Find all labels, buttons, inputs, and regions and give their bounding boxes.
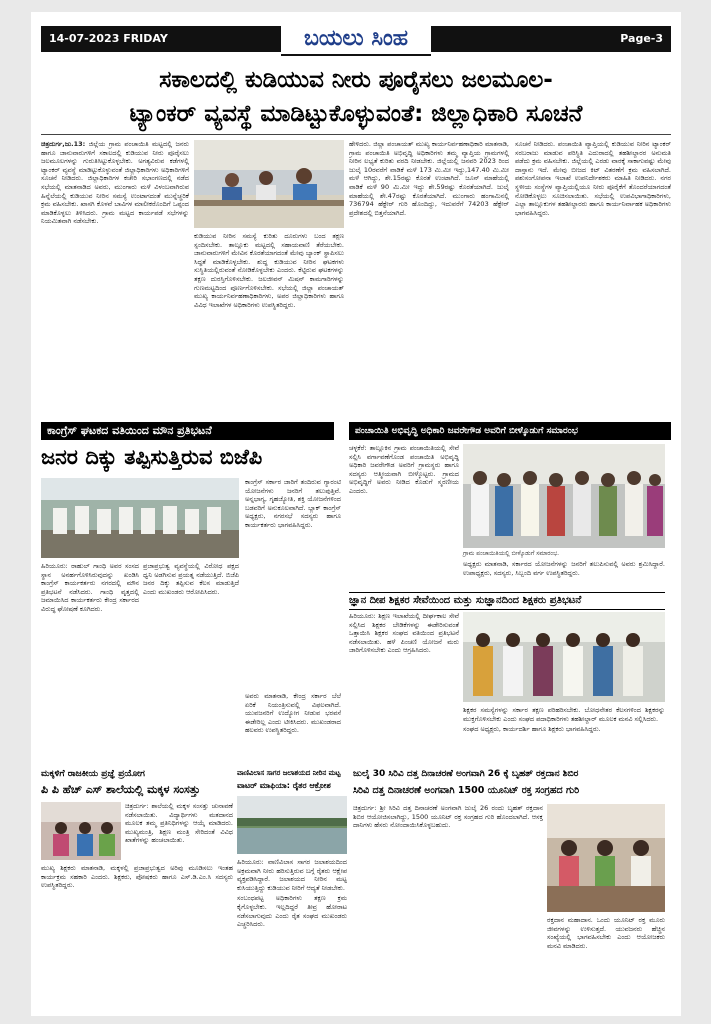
- felicitation-caption: ಗ್ರಾಮ ಪಂಚಾಯಿತಿಯಲ್ಲಿ ಬೀಳ್ಕೊಡುಗೆ ಸಮಾರಂಭ.: [463, 550, 560, 557]
- school-col1: ಚಿತ್ರದುರ್ಗ: ಶಾಲೆಯಲ್ಲಿ ಮಕ್ಕಳ ಸಂಸತ್ತು ಚುನಾವಣೆ ನಡೆಸಲಾಯಿತು. ವಿದ್ಯಾರ್ಥಿಗಳು ಮತದಾನದ ಮೂಲಕ ತಮ್ಮ ಪ್ರತಿನಿಧಿಗಳನ್ನು ಆಯ್ಕೆ ಮಾಡಿದರು. ಮುಖ್ಯಮಂತ್ರಿ, ಶಿಕ್ಷಣ ಮಂತ್ರಿ ಸೇರಿದಂತೆ ವಿವಿಧ ಖಾತೆಗಳನ್ನು ಹಂಚಲಾಯಿತು.: [125, 802, 233, 845]
- school-headline: ಪಿ ಪಿ ಹೆಚ್ ಎಸ್ ಶಾಲೆಯಲ್ಲಿ ಮಕ್ಕಳ ಸಂಸತ್ತು: [41, 783, 201, 796]
- bjp-story-col3: ಕಾಂಗ್ರೆಸ್ ಸರ್ಕಾರ ಜಾರಿಗೆ ತಂದಿರುವ ಗ್ಯಾರಂಟಿ ಯೋಜನೆಗಳು ಜನರಿಗೆ ತಲುಪುತ್ತಿವೆ. ಅನ್ನಭಾಗ್ಯ, ಗೃಹಜ್ಯೋತಿ, ಶಕ್ತಿ ಯೋಜನೆಗಳಿಂದ ಬಡವರಿಗೆ ಅನುಕೂಲವಾಗಿದೆ. ಬ್ಲಾಕ್ ಕಾಂಗ್ರೆಸ್ ಅಧ್ಯಕ್ಷರು, ನಗರಸಭೆ ಸದಸ್ಯರು ಹಾಗೂ ಕಾರ್ಯಕರ್ತರು ಭಾಗವಹಿಸಿದ್ದರು.: [245, 478, 341, 529]
- school-photo: [41, 802, 121, 860]
- lead-headline-line1: ಸಕಾಲದಲ್ಲಿ ಕುಡಿಯುವ ನೀರು ಪೂರೈಸಲು ಜಲಮೂಲ-: [159, 67, 553, 93]
- blood-col1: ಚಿತ್ರದುರ್ಗ: ಶ್ರೀ ಸಿರಿವಿ ದತ್ತ ದಿನಾಚರಣೆ ಅಂಗವಾಗಿ ಜುಲೈ 26 ರಂದು ಬೃಹತ್ ರಕ್ತದಾನ ಶಿಬಿರ ಆಯೋಜಿಸಲಾಗಿದ್ದು, 1500 ಯೂನಿಟ್ ರಕ್ತ ಸಂಗ್ರಹದ ಗುರಿ ಹೊಂದಲಾಗಿದೆ. ಆಸಕ್ತ ದಾನಿಗಳು ಹೆಸರು ನೋಂದಾಯಿಸಿಕೊಳ್ಳಬಹುದು.: [353, 804, 543, 830]
- dam-headline: ವಾಟರ್ ಮಾಫಿಯಾ: ರೈತರ ಆಕ್ರೋಶ: [237, 781, 331, 790]
- page-number: Page-3: [620, 32, 663, 45]
- felicitation-headline: ಪಂಚಾಯಿತಿ ಅಭಿವೃದ್ಧಿ ಅಧಿಕಾರಿ ಜವರೇಗೌಡ ಅವರಿಗೆ ಬೀಳ್ಕೊಡುಗೆ ಸಮಾರಂಭ: [349, 422, 671, 440]
- bjp-story-kicker: ಕಾಂಗ್ರೆಸ್ ಘಟಕದ ವತಿಯಿಂದ ಮೌನ ಪ್ರತಿಭಟನೆ: [41, 422, 334, 440]
- felicitation-col1: ಚಳ್ಳಕೆರೆ: ತಾಲ್ಲೂಕಿನ ಗ್ರಾಮ ಪಂಚಾಯಿತಿಯಲ್ಲಿ ಸೇವೆ ಸಲ್ಲಿಸಿ ವರ್ಗಾವಣೆಗೊಂಡ ಪಂಚಾಯಿತಿ ಅಭಿವೃದ್ಧಿ ಅಧಿಕಾರಿ ಜವರೇಗೌಡ ಅವರಿಗೆ ಗ್ರಾಮಸ್ಥರು ಹಾಗೂ ಸದಸ್ಯರು ಆತ್ಮೀಯವಾಗಿ ಬೀಳ್ಕೊಟ್ಟರು. ಗ್ರಾಮದ ಅಭಿವೃದ್ಧಿಗೆ ಅವರು ನೀಡಿದ ಕೊಡುಗೆ ಸ್ಮರಣೀಯ ಎಂದರು.: [349, 444, 459, 495]
- lead-story-col1: ಚಿತ್ರದುರ್ಗ,ಜು.13: ಜಿಲ್ಲೆಯ ಗ್ರಾಮ ಪಂಚಾಯಿತಿ ಮಟ್ಟದಲ್ಲಿ ಜನರು ಹಾಗೂ ಜಾನುವಾರುಗಳಿಗೆ ಸಕಾಲದಲ್ಲಿ ಕುಡಿಯುವ ನೀರು ಪೂರೈಸಲು ಜಲಮೂಲಗಳನ್ನು ಗುರುತಿಸಿಟ್ಟುಕೊಳ್ಳಬೇಕು. ಅಗತ್ಯವಿರುವ ಕಡೆಗಳಲ್ಲಿ ಟ್ಯಾಂಕರ್ ವ್ಯವಸ್ಥೆ ಮಾಡಿಟ್ಟುಕೊಳ್ಳುವಂತೆ ಜಿಲ್ಲಾಧಿಕಾರಿಗಳು ಅಧಿಕಾರಿಗಳಿಗೆ ಸೂಚನೆ ನೀಡಿದರು. ಜಿಲ್ಲಾಧಿಕಾರಿಗಳ ಕಚೇರಿ ಸಭಾಂಗಣದಲ್ಲಿ ನಡೆದ ಸಭೆಯಲ್ಲಿ ಮಾತನಾಡಿದ ಅವರು, ಮುಂಗಾರು ಮಳೆ ವಿಳಂಬವಾಗಿರುವ ಹಿನ್ನೆಲೆಯಲ್ಲಿ ಕುಡಿಯುವ ನೀರಿನ ಸಮಸ್ಯೆ ಉಂಟಾಗದಂತೆ ಮುನ್ನೆಚ್ಚರಿಕೆ ಕ್ರಮ ವಹಿಸಬೇಕು. ಖಾಸಗಿ ಕೊಳವೆ ಬಾವಿಗಳ ಮಾಲೀಕರೊಂದಿಗೆ ಒಪ್ಪಂದ ಮಾಡಿಕೊಳ್ಳಲು ತಿಳಿಸಿದರು. ಗ್ರಾಮ ಮಟ್ಟದ ಕಾರ್ಯಪಡೆ ಸಭೆಗಳನ್ನು ನಿಯಮಿತವಾಗಿ ನಡೆಸಬೇಕು.: [41, 140, 189, 226]
- newspaper-title: ಬಯಲು ಸಿಂಹ: [281, 24, 431, 56]
- blood-headline-line2: ಸಿರಿವಿ ದತ್ತ ದಿನಾಚರಣೆ ಅಂಗವಾಗಿ 1500 ಯೂನಿಟ್ ರಕ್ತ ಸಂಗ್ರಹದ ಗುರಿ: [353, 785, 580, 796]
- school-kicker: ಮಕ್ಕಳಿಗೆ ರಾಜಕೀಯ ಪ್ರಜ್ಞೆ ಪ್ರಯೋಗ: [41, 769, 145, 779]
- blood-headline-line1: ಜುಲೈ 30 ಸಿರಿವಿ ದತ್ತ ದಿನಾಚರಣೆ ಅಂಗವಾಗಿ 26 ಕ್ಕೆ ಬೃಹತ್ ರಕ್ತದಾನ ಶಿಬಿರ: [353, 769, 579, 779]
- teacher-col1: ಹಿರಿಯೂರು: ಶಿಕ್ಷಣ ಇಲಾಖೆಯಲ್ಲಿ ದೀರ್ಘಕಾಲ ಸೇವೆ ಸಲ್ಲಿಸಿದ ಶಿಕ್ಷಕರ ಬೇಡಿಕೆಗಳನ್ನು ಈಡೇರಿಸುವಂತೆ ಒತ್ತಾಯಿಸಿ ಶಿಕ್ಷಕರ ಸಂಘದ ವತಿಯಿಂದ ಪ್ರತಿಭಟನೆ ನಡೆಸಲಾಯಿತು. ಹಳೆ ಪಿಂಚಣಿ ಯೋಜನೆ ಮರು ಜಾರಿಗೊಳಿಸಬೇಕು ಎಂದು ಆಗ್ರಹಿಸಿದರು.: [349, 612, 459, 655]
- divider: [41, 134, 671, 135]
- issue-date: 14-07-2023 FRIDAY: [49, 32, 168, 45]
- lead-story-col3: ಹೇಳಿದರು. ಜಿಲ್ಲಾ ಪಂಚಾಯತ್ ಮುಖ್ಯ ಕಾರ್ಯನಿರ್ವಹಣಾಧಿಕಾರಿ ಮಾತನಾಡಿ, ಗ್ರಾಮ ಪಂಚಾಯಿತಿ ಅಭಿವೃದ್ಧಿ ಅಧಿಕಾರಿಗಳು ತಮ್ಮ ವ್ಯಾಪ್ತಿಯ ಗ್ರಾಮಗಳಲ್ಲಿ ನೀರಿನ ಲಭ್ಯತೆ ಕುರಿತು ವರದಿ ನೀಡಬೇಕು. ಜಿಲ್ಲೆಯಲ್ಲಿ ಜನವರಿ 2023 ರಿಂದ ಜುಲೈ 10ರವರೆಗೆ ವಾಡಿಕೆ ಮಳೆ 173 ಮಿ.ಮೀ ಇದ್ದು,147.40 ಮಿ.ಮೀ ಮಳೆ ಆಗಿದ್ದು, ಶೇ.15ರಷ್ಟು ಕೊರತೆ ಉಂಟಾಗಿದೆ. ಜೂನ್ ಮಾಹೆಯಲ್ಲಿ ವಾಡಿಕೆ ಮಳೆ 90 ಮಿ.ಮೀ ಇದ್ದು ಶೇ.59ರಷ್ಟು ಕೊರತೆಯಾಗಿದೆ. ಜುಲೈ ಮಾಹೆಯಲ್ಲಿ ಶೇ.47ರಷ್ಟು ಕೊರತೆಯಾಗಿದೆ. ಮುಂಗಾರು ಹಂಗಾಮಿನಲ್ಲಿ 736794 ಹೆಕ್ಟೇರ್ ಗುರಿ ಹೊಂದಿದ್ದು, ಇದುವರೆಗೆ 74203 ಹೆಕ್ಟೇರ್ ಪ್ರದೇಶದಲ್ಲಿ ಬಿತ್ತನೆಯಾಗಿದೆ.: [349, 140, 509, 217]
- bjp-story-col4: ಅವರು ಮಾತನಾಡಿ, ಕೇಂದ್ರ ಸರ್ಕಾರ ಬೆಲೆ ಏರಿಕೆ ನಿಯಂತ್ರಿಸುವಲ್ಲಿ ವಿಫಲವಾಗಿದೆ. ಯುವಜನರಿಗೆ ಉದ್ಯೋಗ ನೀಡುವ ಭರವಸೆ ಈಡೇರಿಲ್ಲ ಎಂದು ಟೀಕಿಸಿದರು. ಮುಖಂಡರಾದ ಹಲವರು ಉಪಸ್ಥಿತರಿದ್ದರು.: [245, 692, 341, 735]
- teacher-headline: ಜ್ಞಾನ ದೀಪ ಶಿಕ್ಷಕರ ಸೇವೆಯಿಂದ ಮತ್ತು ಸುಜ್ಞಾನದಿಂದ ಶಿಕ್ಷಕರು ಪ್ರತಿಭಟನೆ: [349, 592, 665, 610]
- blood-photo: [547, 804, 665, 912]
- blood-col2: ರಕ್ತದಾನ ಮಹಾದಾನ. ಒಂದು ಯೂನಿಟ್ ರಕ್ತ ಮೂರು ಜೀವಗಳನ್ನು ಉಳಿಸುತ್ತದೆ. ಯುವಜನರು ಹೆಚ್ಚಿನ ಸಂಖ್ಯೆಯಲ್ಲಿ ಭಾಗವಹಿಸಬೇಕು ಎಂದು ಆಯೋಜಕರು ಮನವಿ ಮಾಡಿದರು.: [547, 916, 665, 950]
- bjp-story-col2: ಪ್ರಜಾಪ್ರಭುತ್ವ ವ್ಯವಸ್ಥೆಯಲ್ಲಿ ವಿರೋಧ ಪಕ್ಷದ ಧ್ವನಿ ಅಡಗಿಸುವ ಪ್ರಯತ್ನ ನಡೆಯುತ್ತಿದೆ. ಬಿಜೆಪಿ ಜನರ ದಿಕ್ಕು ತಪ್ಪಿಸುವ ಕೆಲಸ ಮಾಡುತ್ತಿದೆ ಎಂದು ಮುಖಂಡರು ಆರೋಪಿಸಿದರು.: [143, 562, 239, 596]
- lead-headline-line2: ಟ್ಯಾಂಕರ್ ವ್ಯವಸ್ಥೆ ಮಾಡಿಟ್ಟುಕೊಳ್ಳುವಂತೆ: ಜಿಲ್ಲಾಧಿಕಾರಿ ಸೂಚನೆ: [129, 101, 583, 127]
- lead-story-col2: ಕುಡಿಯುವ ನೀರಿನ ಸಮಸ್ಯೆ ಕುರಿತು ದೂರುಗಳು ಬಂದ ತಕ್ಷಣ ಸ್ಪಂದಿಸಬೇಕು. ತಾಲ್ಲೂಕು ಮಟ್ಟದಲ್ಲಿ ಸಹಾಯವಾಣಿ ತೆರೆಯಬೇಕು. ಜಾನುವಾರುಗಳಿಗೆ ಮೇವಿನ ಕೊರತೆಯಾಗದಂತೆ ಮೇವು ಬ್ಯಾಂಕ್ ಸ್ಥಾಪಿಸಲು ಸಿದ್ಧತೆ ಮಾಡಿಕೊಳ್ಳಬೇಕು. ಶುದ್ಧ ಕುಡಿಯುವ ನೀರಿನ ಘಟಕಗಳು ಸುಸ್ಥಿತಿಯಲ್ಲಿರುವಂತೆ ನೋಡಿಕೊಳ್ಳಬೇಕು ಎಂದರು. ಕೆಟ್ಟಿರುವ ಘಟಕಗಳನ್ನು ತಕ್ಷಣ ದುರಸ್ತಿಗೊಳಿಸಬೇಕು. ಜಲಜೀವನ್ ಮಿಷನ್ ಕಾಮಗಾರಿಗಳನ್ನು ಗುಣಮಟ್ಟದಿಂದ ಪೂರ್ಣಗೊಳಿಸಬೇಕು. ಸಭೆಯಲ್ಲಿ ಜಿಲ್ಲಾ ಪಂಚಾಯತ್ ಮುಖ್ಯ ಕಾರ್ಯನಿರ್ವಹಣಾಧಿಕಾರಿಗಳು, ಅಪರ ಜಿಲ್ಲಾಧಿಕಾರಿಗಳು ಹಾಗೂ ವಿವಿಧ ಇಲಾಖೆಗಳ ಅಧಿಕಾರಿಗಳು ಉಪಸ್ಥಿತರಿದ್ದರು.: [194, 232, 344, 309]
- dam-kicker: ವಾಣಿವಿಲಾಸ ಸಾಗರ ಜಲಾಶಯದ ನೀರಿನ ಮಟ್ಟ: [237, 769, 341, 777]
- newspaper-page: [31, 12, 681, 1016]
- bjp-story-headline: ಜನರ ದಿಕ್ಕು ತಪ್ಪಿಸುತ್ತಿರುವ ಬಿಜೆಪಿ: [41, 445, 263, 469]
- masthead: [41, 26, 671, 52]
- bjp-story-col1: ಹಿರಿಯೂರು: ರಾಹುಲ್ ಗಾಂಧಿ ಅವರ ಸಂಸದ ಸ್ಥಾನ ಅನರ್ಹಗೊಳಿಸಿರುವುದನ್ನು ಖಂಡಿಸಿ ಕಾಂಗ್ರೆಸ್ ಕಾರ್ಯಕರ್ತರು ನಗರದಲ್ಲಿ ಮೌನ ಪ್ರತಿಭಟನೆ ನಡೆಸಿದರು. ಗಾಂಧಿ ವೃತ್ತದಲ್ಲಿ ಜಮಾಯಿಸಿದ ಕಾರ್ಯಕರ್ತರು ಕೇಂದ್ರ ಸರ್ಕಾರದ ವಿರುದ್ಧ ಘೋಷಣೆ ಕೂಗಿದರು.: [41, 562, 139, 613]
- felicitation-col2: ಅಧ್ಯಕ್ಷರು ಮಾತನಾಡಿ, ಸರ್ಕಾರದ ಯೋಜನೆಗಳನ್ನು ಜನರಿಗೆ ತಲುಪಿಸುವಲ್ಲಿ ಅವರು ಶ್ರಮಿಸಿದ್ದಾರೆ. ಉಪಾಧ್ಯಕ್ಷರು, ಸದಸ್ಯರು, ಸಿಬ್ಬಂದಿ ವರ್ಗ ಉಪಸ್ಥಿತರಿದ್ದರು.: [463, 560, 665, 577]
- dam-col1: ಹಿರಿಯೂರು: ವಾಣಿವಿಲಾಸ ಸಾಗರ ಜಲಾಶಯದಿಂದ ಅಕ್ರಮವಾಗಿ ನೀರು ಹರಿಸುತ್ತಿರುವ ಬಗ್ಗೆ ರೈತರು ಆಕ್ಷೇಪ ವ್ಯಕ್ತಪಡಿಸಿದ್ದಾರೆ. ಜಲಾಶಯದ ನೀರಿನ ಮಟ್ಟ ಕುಸಿಯುತ್ತಿದ್ದು ಕುಡಿಯುವ ನೀರಿಗೆ ಆದ್ಯತೆ ನೀಡಬೇಕು. ಸಂಬಂಧಪಟ್ಟ ಅಧಿಕಾರಿಗಳು ತಕ್ಷಣ ಕ್ರಮ ಕೈಗೊಳ್ಳಬೇಕು. ಇಲ್ಲದಿದ್ದರೆ ತೀವ್ರ ಹೋರಾಟ ನಡೆಸಲಾಗುವುದು ಎಂದು ರೈತ ಸಂಘದ ಮುಖಂಡರು ಎಚ್ಚರಿಸಿದರು.: [237, 858, 347, 929]
- teacher-photo: [463, 612, 665, 702]
- felicitation-photo: [463, 444, 665, 548]
- teacher-col2: ಶಿಕ್ಷಕರ ಸಮಸ್ಯೆಗಳನ್ನು ಸರ್ಕಾರ ತಕ್ಷಣ ಪರಿಹರಿಸಬೇಕು. ಬೋಧನೇತರ ಕೆಲಸಗಳಿಂದ ಶಿಕ್ಷಕರನ್ನು ಮುಕ್ತಗೊಳಿಸಬೇಕು ಎಂದು ಸಂಘದ ಪದಾಧಿಕಾರಿಗಳು ತಹಶೀಲ್ದಾರ್ ಮೂಲಕ ಮನವಿ ಸಲ್ಲಿಸಿದರು. ಸಂಘದ ಅಧ್ಯಕ್ಷರು, ಕಾರ್ಯದರ್ಶಿ ಹಾಗೂ ಶಿಕ್ಷಕರು ಭಾಗವಹಿಸಿದ್ದರು.: [463, 706, 665, 734]
- dam-photo: [237, 796, 347, 854]
- school-col2: ಮುಖ್ಯ ಶಿಕ್ಷಕರು ಮಾತನಾಡಿ, ಮಕ್ಕಳಲ್ಲಿ ಪ್ರಜಾಪ್ರಭುತ್ವದ ಅರಿವು ಮೂಡಿಸಲು ಇಂತಹ ಕಾರ್ಯಕ್ರಮ ಸಹಕಾರಿ ಎಂದರು. ಶಿಕ್ಷಕರು, ಪೋಷಕರು ಹಾಗೂ ಎಸ್.ಡಿ.ಎಂ.ಸಿ ಸದಸ್ಯರು ಉಪಸ್ಥಿತರಿದ್ದರು.: [41, 864, 233, 890]
- meeting-photo: [194, 140, 344, 228]
- lead-story-col4: ಸೂಚನೆ ನೀಡಿದರು. ಪಂಚಾಯಿತಿ ವ್ಯಾಪ್ತಿಯಲ್ಲಿ ಕುಡಿಯುವ ನೀರಿನ ಟ್ಯಾಂಕರ್ ಸರಬರಾಜು ಮಾಡುವ ಪರಿಸ್ಥಿತಿ ಎದುರಾದಲ್ಲಿ ತಹಶೀಲ್ದಾರರ ಅನುಮತಿ ಪಡೆದು ಕ್ರಮ ವಹಿಸಬೇಕು. ಜಿಲ್ಲೆಯಲ್ಲಿ ಎರಡು ವಾರಕ್ಕೆ ಸಾಕಾಗುವಷ್ಟು ಮೇವು ದಾಸ್ತಾನು ಇದೆ. ಮೇವು ಬೀಜದ ಕಿಟ್ ವಿತರಣೆಗೆ ಕ್ರಮ ವಹಿಸಲಾಗಿದೆ. ಪಶುಸಂಗೋಪನಾ ಇಲಾಖೆ ಉಪನಿರ್ದೇಶಕರು ಮಾಹಿತಿ ನೀಡಿದರು. ನಗರ ಸ್ಥಳೀಯ ಸಂಸ್ಥೆಗಳ ವ್ಯಾಪ್ತಿಯಲ್ಲಿಯೂ ನೀರು ಪೂರೈಕೆಗೆ ತೊಂದರೆಯಾಗದಂತೆ ನೋಡಿಕೊಳ್ಳಲು ಸೂಚಿಸಲಾಯಿತು. ಸಭೆಯಲ್ಲಿ ಉಪವಿಭಾಗಾಧಿಕಾರಿಗಳು, ಎಲ್ಲಾ ತಾಲ್ಲೂಕುಗಳ ತಹಶೀಲ್ದಾರರು ಹಾಗೂ ಕಾರ್ಯನಿರ್ವಾಹಕ ಅಧಿಕಾರಿಗಳು ಭಾಗವಹಿಸಿದ್ದರು.: [515, 140, 671, 217]
- protest-photo: [41, 478, 239, 558]
